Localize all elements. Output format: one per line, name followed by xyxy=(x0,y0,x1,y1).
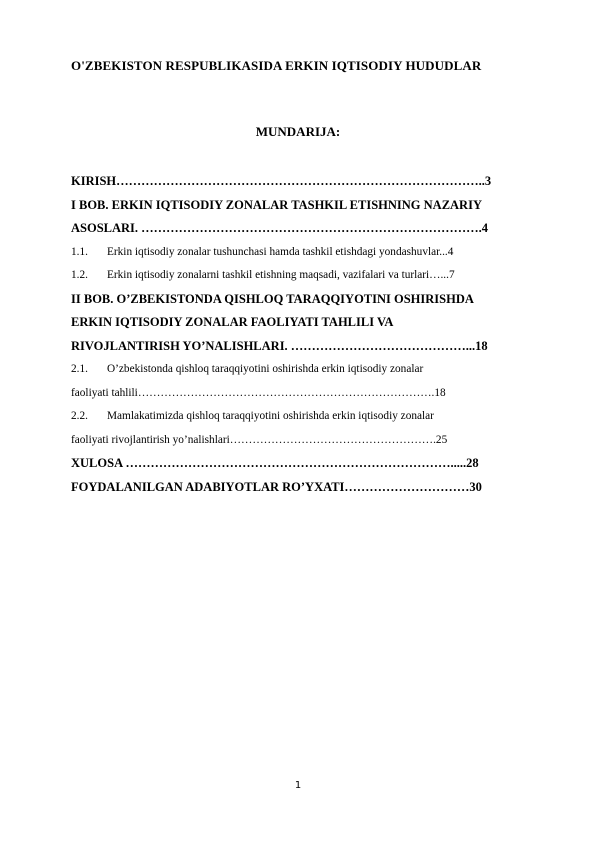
document-title: O'ZBEKISTON RESPUBLIKASIDA ERKIN IQTISODIY HUDUDLAR xyxy=(71,58,482,73)
toc-entry-text: faoliyati rivojlantirish yo’nalishlari……………………………………………….25 xyxy=(71,433,448,446)
toc-entry-number: 1.1. xyxy=(71,245,88,258)
toc-entry-number: 2.1. xyxy=(71,363,88,375)
toc-entry-text: Erkin iqtisodiy zonalarni tashkil etishning maqsadi, vazifalari va turlari…...7 xyxy=(107,269,455,281)
toc-entry-text: O’zbekistonda qishloq taraqqiyotini oshirishda erkin iqtisodiy zonalar xyxy=(107,363,424,375)
toc-heading: MUNDARIJA: xyxy=(255,124,341,139)
toc-entry-number: 2.2. xyxy=(71,410,88,422)
toc-entry-1-2 xyxy=(71,264,541,288)
page-number: 1 xyxy=(294,780,302,791)
toc-entry-kirish xyxy=(71,170,541,194)
toc-entry-text: Mamlakatimizda qishloq taraqqiyotini oshirishda erkin iqtisodiy zonalar xyxy=(107,410,434,422)
toc-entry-chapter-1-cont xyxy=(71,217,541,241)
toc-entry-text: FOYDALANILGAN ADABIYOTLAR RO’YXATI…………………………30 xyxy=(71,479,482,494)
toc-entry-text: ASOSLARI. ……………………………………………………………………….4 xyxy=(71,221,489,235)
toc-entry-text: KIRISH……………………………………………………………………………..3 xyxy=(71,174,492,188)
toc-entry-1-1 xyxy=(71,241,541,265)
toc-entry-chapter-2 xyxy=(71,288,541,312)
toc-entry-chapter-2-cont xyxy=(71,311,541,335)
toc-entry-text: XULOSA …………………………………………………………………….....28 xyxy=(71,456,479,470)
toc-entry-references xyxy=(71,476,541,500)
toc-entry-2-2 xyxy=(71,405,541,429)
toc-entry-text: faoliyati tahlili…………………………………………………………………….18 xyxy=(71,386,446,399)
table-of-contents xyxy=(71,170,541,499)
toc-entry-2-2-cont xyxy=(71,429,541,453)
toc-entry-chapter-2-cont xyxy=(71,335,541,359)
toc-entry-text: Erkin iqtisodiy zonalar tushunchasi hamda tashkil etishdagi yondashuvlar...4 xyxy=(107,245,454,258)
toc-entry-text: RIVOJLANTIRISH YO’NALISHLARI. ……………………………………...18 xyxy=(71,338,488,353)
toc-entry-xulosa xyxy=(71,452,541,476)
toc-entry-chapter-1 xyxy=(71,194,541,218)
toc-entry-2-1-cont xyxy=(71,382,541,406)
toc-entry-2-1 xyxy=(71,358,541,382)
toc-entry-text: II BOB. O’ZBEKISTONDA QISHLOQ TARAQQIYOTINI OSHIRISHDA xyxy=(71,291,474,306)
toc-entry-number: 1.2. xyxy=(71,269,88,281)
toc-entry-text: I BOB. ERKIN IQTISODIY ZONALAR TASHKIL ETISHNING NAZARIY xyxy=(71,197,482,212)
toc-entry-text: ERKIN IQTISODIY ZONALAR FAOLIYATI TAHLILI VA xyxy=(71,315,394,329)
